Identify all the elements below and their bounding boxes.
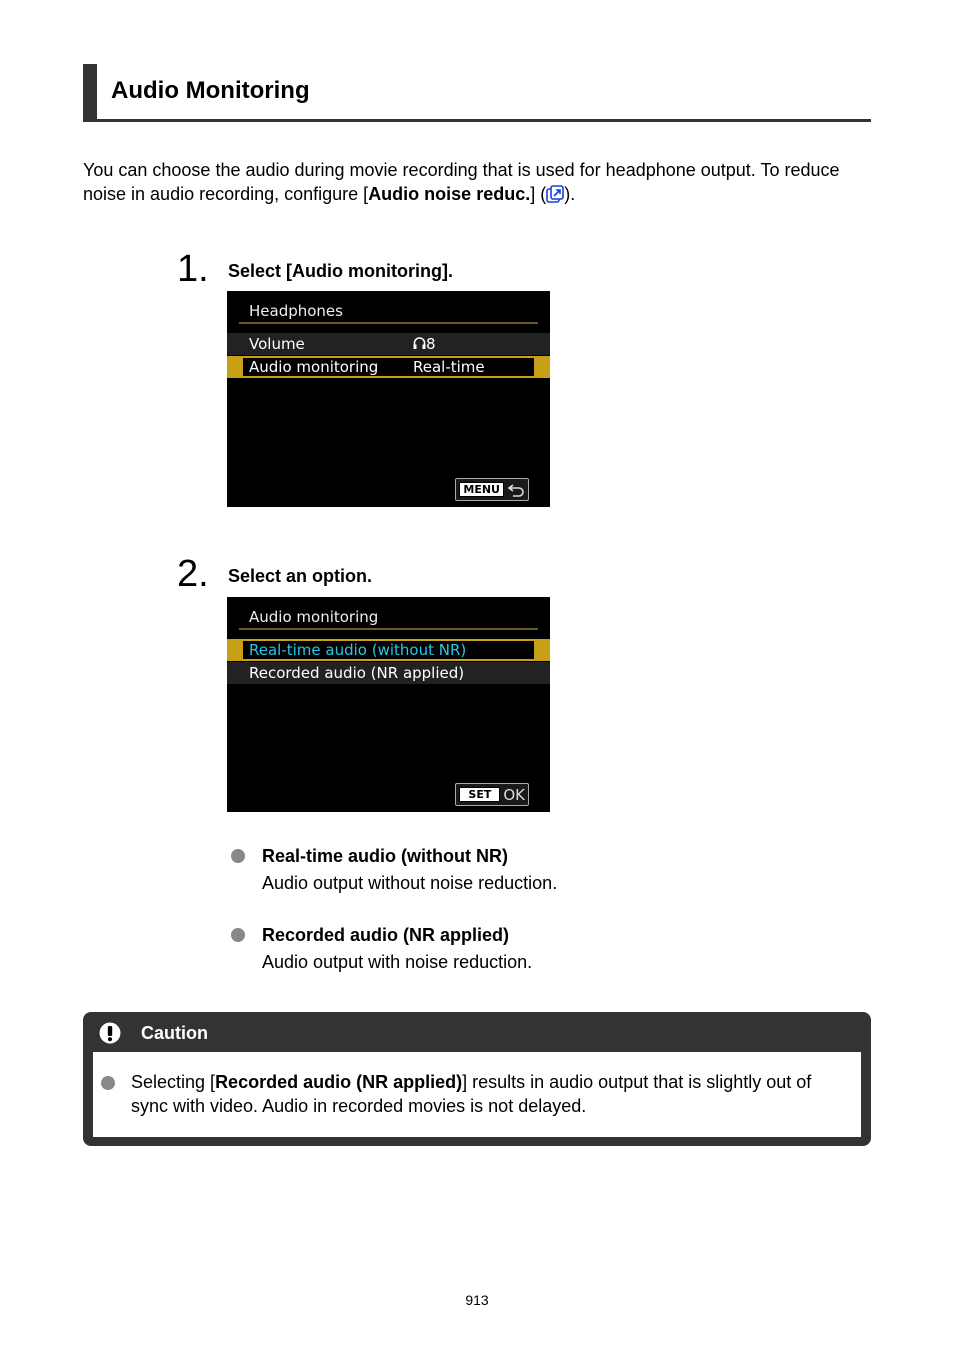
intro-bold-term: Audio noise reduc.	[368, 184, 531, 204]
set-ok-button[interactable]	[455, 783, 529, 806]
menu-row-volume[interactable]	[227, 333, 550, 355]
camera-screen-audio-monitoring	[227, 597, 550, 812]
page-number: 913	[465, 1292, 489, 1308]
step-1-text: Select [Audio monitoring].	[228, 261, 453, 281]
bullet-icon	[101, 1076, 115, 1090]
set-tag: SET	[459, 787, 500, 802]
caution-text-before: Selecting [	[131, 1072, 216, 1092]
bullet-icon	[231, 928, 245, 942]
option-desc: Audio output with noise reduction.	[262, 952, 533, 972]
option-title: Real-time audio (without NR)	[262, 846, 508, 866]
exclamation-icon	[99, 1022, 121, 1044]
section-header	[83, 64, 871, 122]
menu-row-value	[413, 335, 436, 353]
menu-row-value: Real-time	[413, 358, 485, 376]
intro-text-end: ).	[564, 184, 576, 204]
option-row-recorded[interactable]	[227, 662, 550, 684]
caution-bold-term: Recorded audio (NR applied)	[215, 1072, 463, 1092]
screen-title: Audio monitoring	[249, 608, 379, 626]
intro-text: You can choose the audio during movie recording that is used for headphone output. To reduce noise in audio recording, configure [	[83, 160, 840, 204]
menu-back-button[interactable]	[455, 478, 529, 501]
caution-box	[83, 1012, 871, 1146]
caution-body	[93, 1052, 861, 1137]
menu-row-label: Audio monitoring	[249, 358, 379, 376]
caution-title: Caution	[141, 1023, 208, 1043]
menu-row-label: Volume	[249, 335, 305, 353]
menu-tag: MENU	[459, 482, 504, 497]
option-row-label: Recorded audio (NR applied)	[249, 664, 465, 682]
page-title: Audio Monitoring	[111, 77, 310, 104]
option-row-real-time[interactable]	[227, 639, 550, 661]
bullet-icon	[231, 849, 245, 863]
ok-label: OK	[503, 785, 525, 804]
step-2-number: 2.	[177, 553, 209, 595]
step-1-number: 1.	[177, 248, 209, 290]
headphones-icon	[413, 336, 426, 350]
section-header-bar	[83, 64, 97, 122]
return-arrow-icon	[507, 483, 525, 497]
volume-level: 8	[426, 335, 436, 353]
screen-title: Headphones	[249, 302, 343, 320]
step-2-text: Select an option.	[228, 566, 373, 586]
caution-text	[131, 1070, 851, 1118]
option-row-label: Real-time audio (without NR)	[249, 641, 467, 659]
caution-text-after: ] results in audio output that is slightly out of sync with video. Audio in recorded movies is not delayed.	[131, 1072, 812, 1116]
page-link-icon[interactable]	[546, 185, 564, 203]
screen-title-rule	[239, 628, 538, 630]
screen-title-rule	[239, 322, 538, 324]
option-desc: Audio output without noise reduction.	[262, 873, 558, 893]
option-title: Recorded audio (NR applied)	[262, 925, 510, 945]
intro-paragraph	[83, 158, 863, 206]
intro-text-after: ] (	[530, 184, 547, 204]
camera-screen-headphones	[227, 291, 550, 507]
menu-row-audio-monitoring[interactable]	[227, 356, 550, 378]
